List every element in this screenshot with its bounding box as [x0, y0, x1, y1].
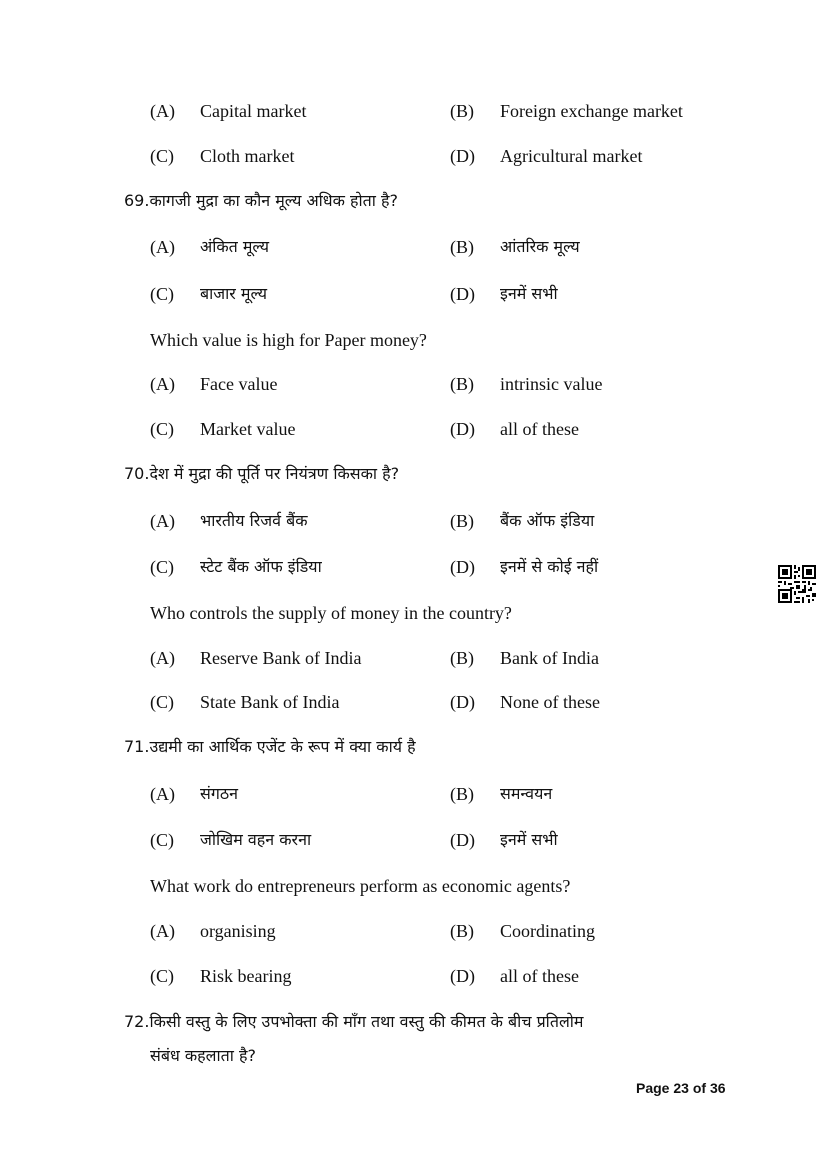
- q69-hindi-question: 69.कागजी मुद्रा का कौन मूल्य अधिक होता है?: [124, 191, 399, 210]
- q72-hindi-question-line2: संबंध कहलाता है?: [150, 1046, 256, 1065]
- footer-page-number: 23: [673, 1080, 689, 1096]
- footer-of: of: [692, 1080, 707, 1096]
- q70-english-question: Who controls the supply of money in the country?: [150, 603, 512, 623]
- q69-english-question: Which value is high for Paper money?: [150, 330, 427, 350]
- page-number-footer: [636, 1080, 726, 1096]
- qr-code-icon: [778, 565, 816, 603]
- q70-hindi-question: 70.देश में मुद्रा की पूर्ति पर नियंत्रण किसका है?: [124, 464, 400, 483]
- footer-page-prefix: Page: [636, 1080, 670, 1096]
- q72-hindi-question-line1: 72.किसी वस्तु के लिए उपभोक्ता की माँग तथा वस्तु की कीमत के बीच प्रतिलोम: [124, 1012, 584, 1031]
- q71-english-question: What work do entrepreneurs perform as economic agents?: [150, 876, 571, 896]
- footer-total-pages: 36: [709, 1080, 726, 1096]
- q71-hindi-question: 71.उद्यमी का आर्थिक एजेंट के रूप में क्या कार्य है: [124, 737, 416, 756]
